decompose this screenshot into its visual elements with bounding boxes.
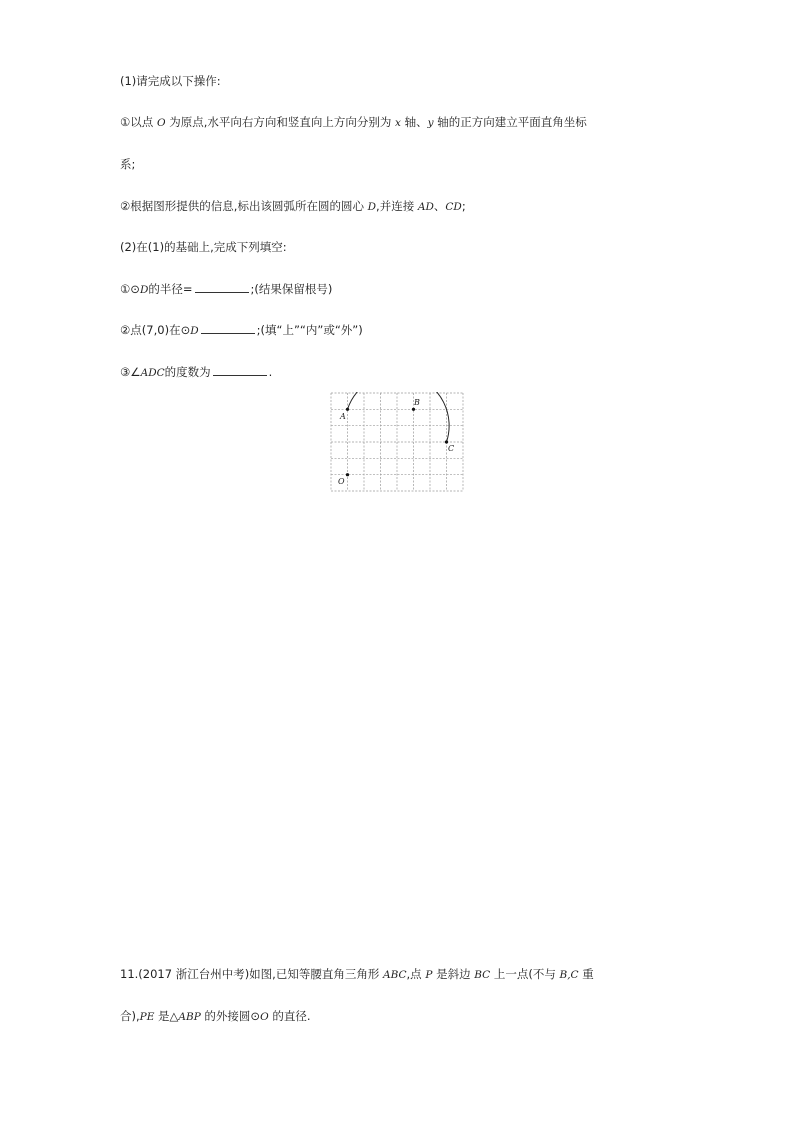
point-b [412,408,415,411]
label-o: O [338,477,345,486]
answer-blank-radius[interactable] [195,281,249,293]
step1-line: ①以点 O 为原点,水平向右方向和竖直向上方向分别为 x 轴、y 轴的正方向建立平面直角坐标 [120,115,587,129]
point-o [346,473,349,476]
question-point-position: ②点(7,0)在⊙D ;(填“上”“内”或“外”) [120,323,363,337]
grid-arc-figure [330,392,464,492]
part2-heading: (2)在(1)的基础上,完成下列填空: [120,240,287,254]
grid-lines [331,393,463,491]
part1-heading: (1)请完成以下操作: [120,74,221,88]
circle-arc [348,392,450,442]
step2-line: ②根据图形提供的信息,标出该圆弧所在圆的圆心 D,并连接 AD、CD; [120,199,466,213]
problem11-line1: 11.(2017 浙江台州中考)如图,已知等腰直角三角形 ABC,点 P 是斜边 BC 上一点(不与 B,C 重 [120,967,594,981]
problem11-line2: 合),PE 是△ABP 的外接圆⊙O 的直径. [120,1009,311,1023]
step1-continuation: 系; [120,157,136,171]
question-radius: ①⊙D的半径= ;(结果保留根号) [120,282,333,296]
answer-blank-angle[interactable] [213,364,267,376]
label-b: B [414,398,420,407]
label-c: C [448,444,455,453]
label-a: A [340,412,346,421]
point-a [346,408,349,411]
answer-blank-position[interactable] [201,322,255,334]
question-angle: ③∠ADC的度数为 . [120,365,273,379]
